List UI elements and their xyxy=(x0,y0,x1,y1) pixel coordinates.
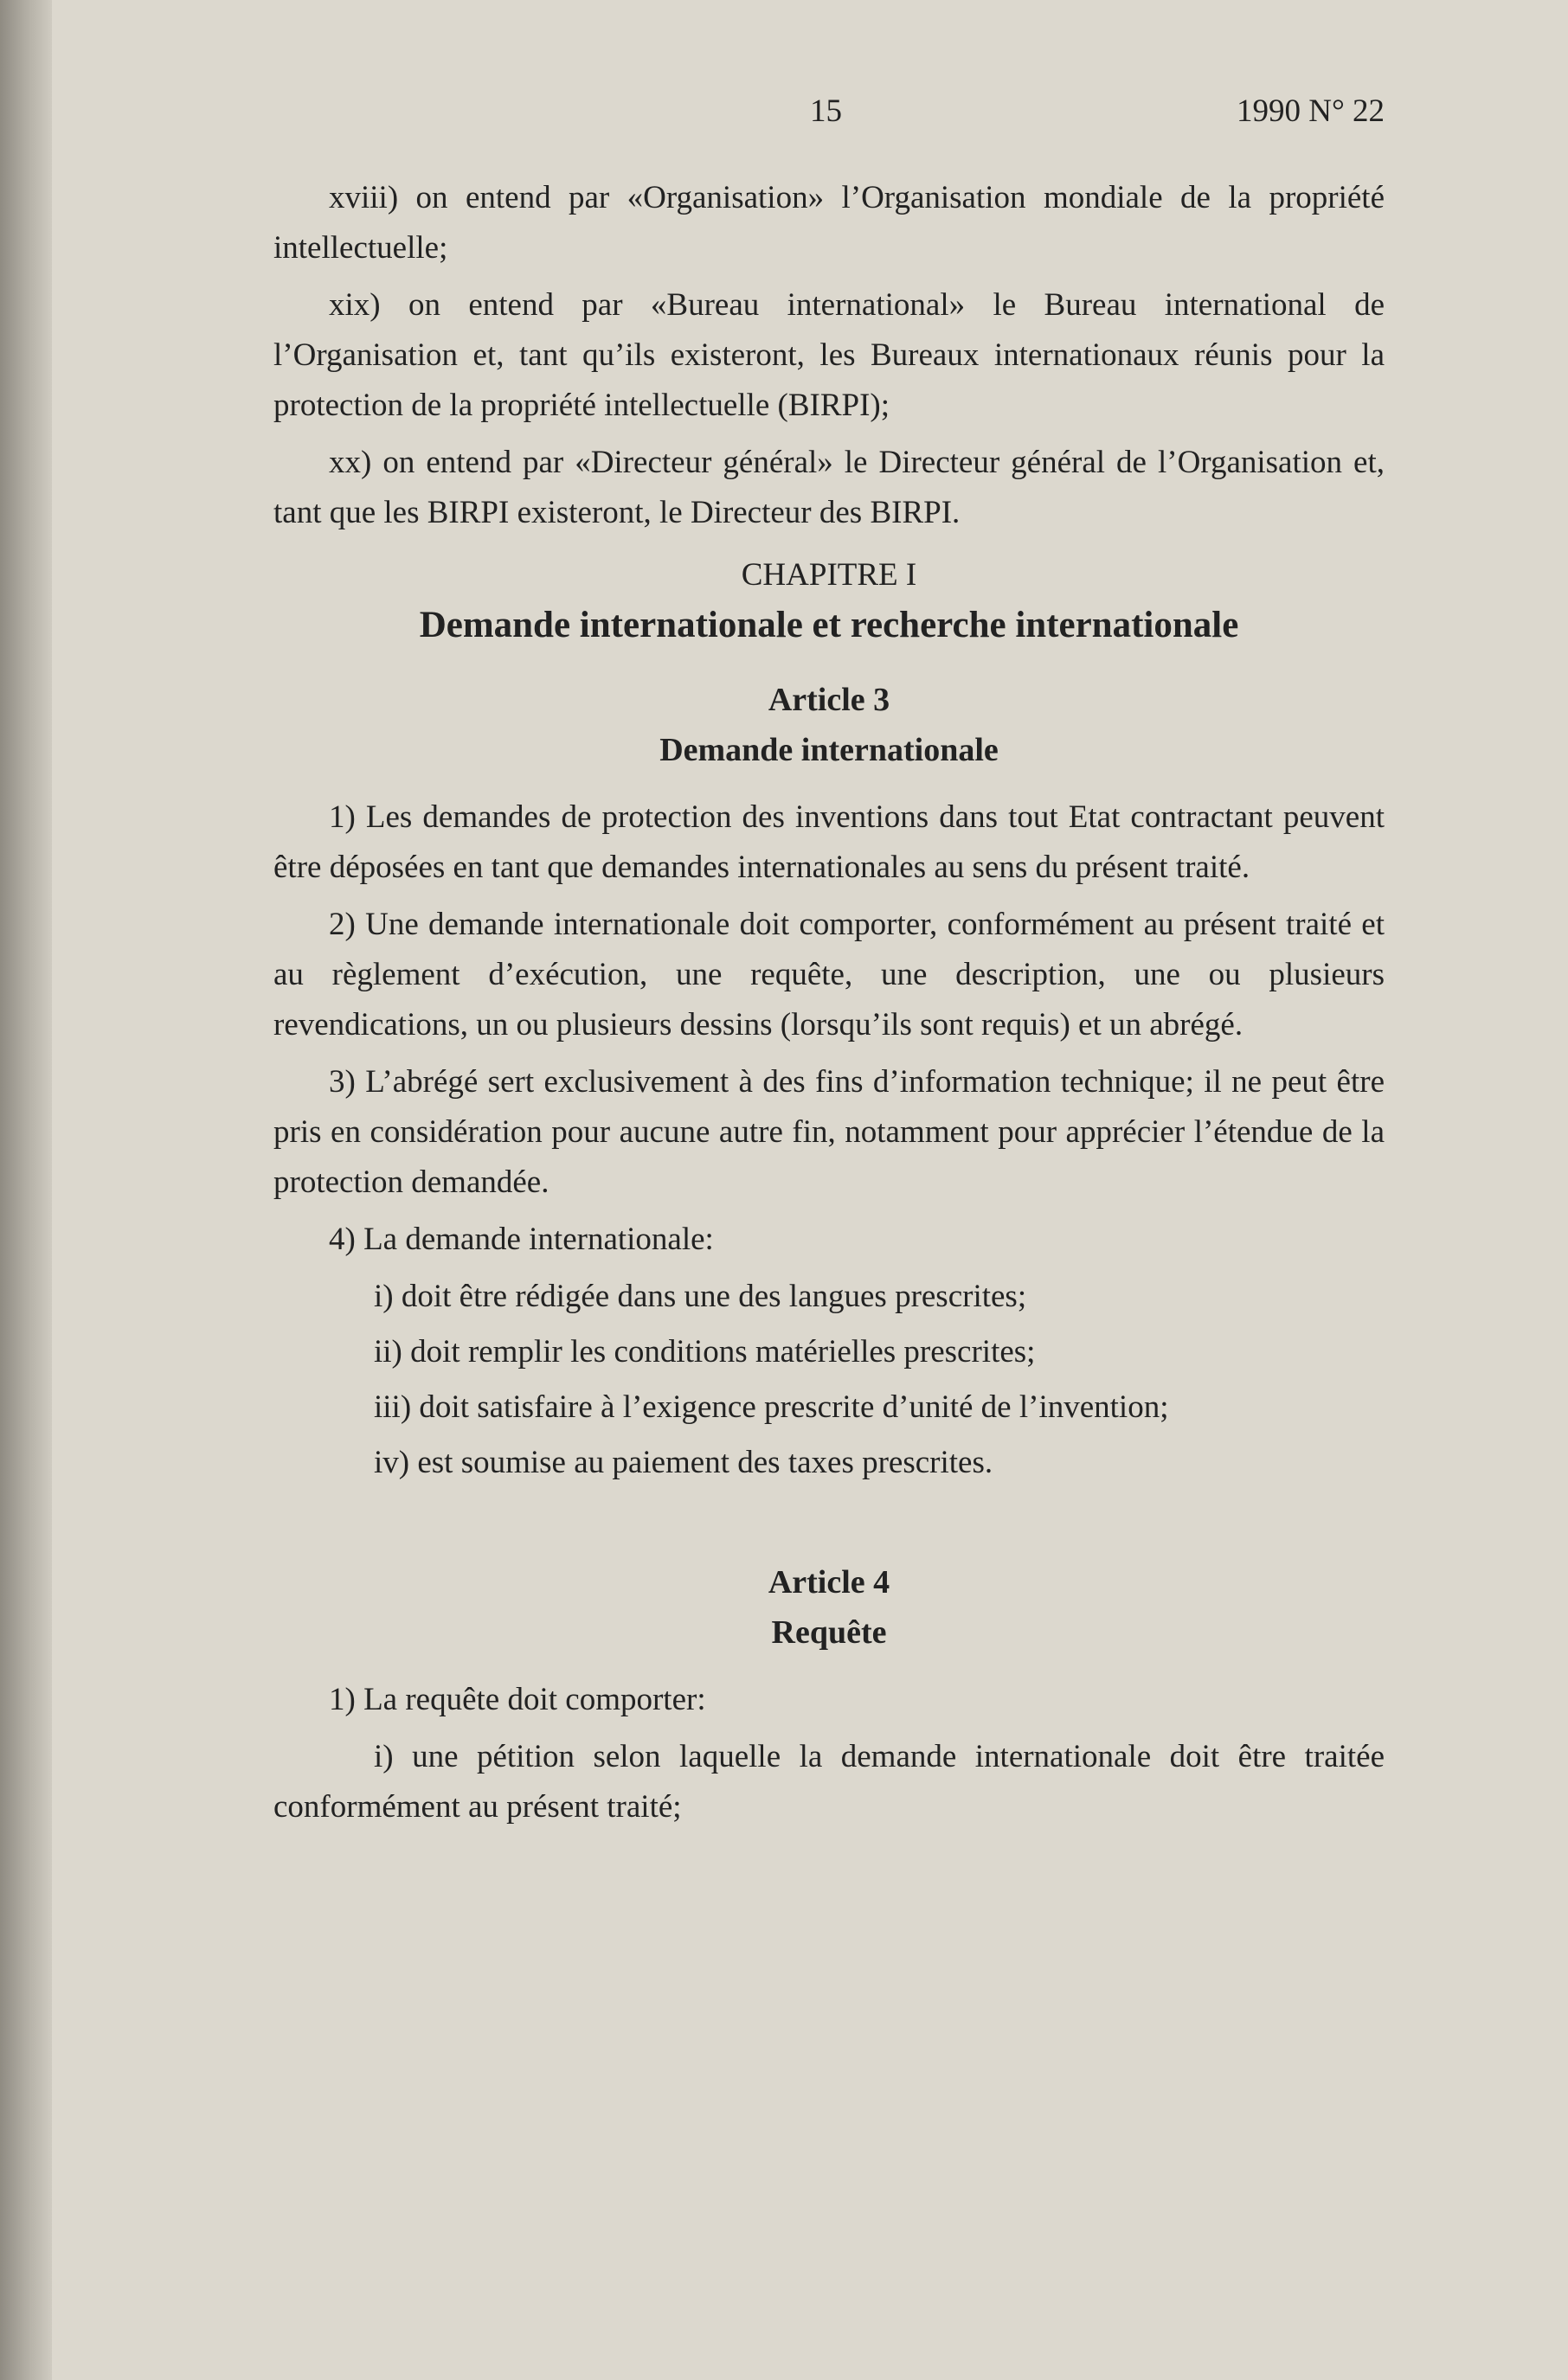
book-spine xyxy=(0,0,52,2380)
list-item: iii) doit satisfaire à l’exigence prescrite d’unité de l’invention; xyxy=(374,1389,1169,1425)
definition-xix: xix) on entend par «Bureau international» le Bureau international de l’Organisation et, tant qu’ils existeront, les Bureaux internationaux réunis pour la protection de la propriété intellectuelle (BIRPI); xyxy=(273,287,1385,423)
article-3-paragraph-2: 2) Une demande internationale doit comporter, conformément au présent traité et au règlement d’exécution, une requête, une description, une ou plusieurs revendications, un ou plusieurs dessins (lorsqu’ils sont requis) et un abrégé. xyxy=(273,907,1385,1042)
chapter-title: Demande internationale et recherche internationale xyxy=(419,605,1239,645)
journal-reference: 1990 N° 22 xyxy=(1236,93,1385,129)
article-4-label: Article 4 xyxy=(768,1564,890,1601)
article-4-title: Requête xyxy=(771,1614,887,1651)
article-3-paragraph-4: 4) La demande internationale: xyxy=(329,1222,714,1257)
running-header xyxy=(273,87,1385,156)
list-item: ii) doit remplir les conditions matérielles prescrites; xyxy=(374,1334,1036,1370)
page-text xyxy=(273,87,1385,1839)
article-4-paragraph-1: 1) La requête doit comporter: xyxy=(329,1682,706,1717)
page-number: 15 xyxy=(810,93,842,129)
definition-xviii: xviii) on entend par «Organisation» l’Organisation mondiale de la propriété intellectuelle; xyxy=(273,180,1385,266)
article-3-paragraph-1: 1) Les demandes de protection des inventions dans tout Etat contractant peuvent être déposées en tant que demandes internationales au sens du présent traité. xyxy=(273,799,1385,885)
article-3-title: Demande internationale xyxy=(659,732,999,768)
list-item: i) doit être rédigée dans une des langues prescrites; xyxy=(374,1279,1027,1314)
article-3-label: Article 3 xyxy=(768,682,890,718)
chapter-label: CHAPITRE I xyxy=(741,557,917,593)
list-item: i) une pétition selon laquelle la demande internationale doit être traitée conformément au présent traité; xyxy=(273,1739,1385,1825)
list-item: iv) est soumise au paiement des taxes prescrites. xyxy=(374,1445,993,1480)
definition-xx: xx) on entend par «Directeur général» le Directeur général de l’Organisation et, tant que les BIRPI existeront, le Directeur des BIRPI. xyxy=(273,445,1385,530)
article-3-paragraph-3: 3) L’abrégé sert exclusivement à des fins d’information technique; il ne peut être pris en considération pour aucune autre fin, notamment pour apprécier l’étendue de la protection demandée. xyxy=(273,1064,1385,1200)
spacer xyxy=(273,1493,1385,1554)
